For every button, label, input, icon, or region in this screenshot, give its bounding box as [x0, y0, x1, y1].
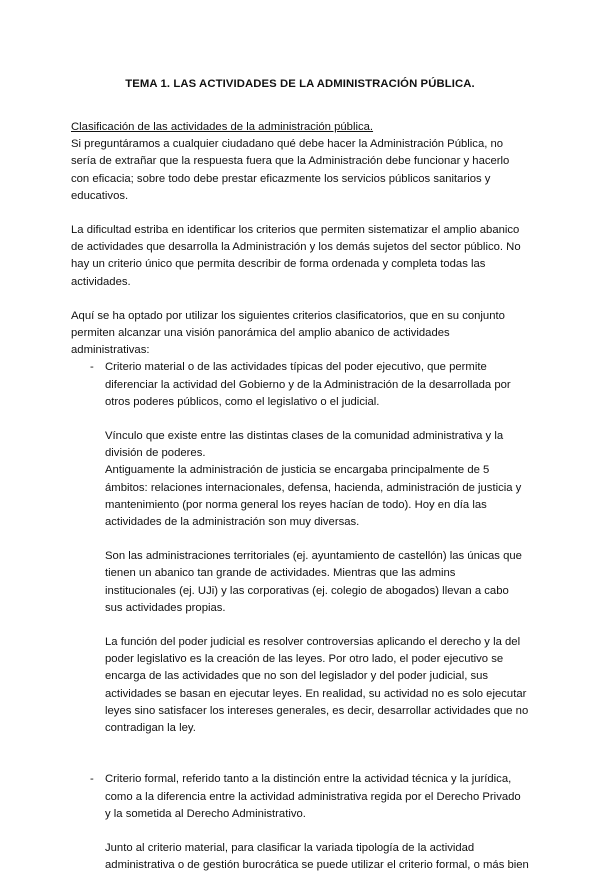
paragraph-difficulty: La dificultad estriba en identificar los criterios que permiten sistematizar el amplio abanico de actividades que desarrolla la Administración y los demás sujetos del sector público. No hay un criterio único que permita describir de forma ordenada y completa todas las actividades.: [71, 224, 521, 288]
list-item-text: Criterio formal, referido tanto a la distinción entre la actividad técnica y la jurídica, como a la diferencia entre la actividad administrativa regida por el Derecho Privado y la sometida al Derecho Administrativo.: [105, 773, 521, 820]
list-dash: -: [90, 361, 94, 374]
list-item-text: Criterio material o de las actividades típicas del poder ejecutivo, que permite diferenciar la actividad del Gobierno y de la Administración de la desarrollada por otros poderes públicos, como el legislativo o el judicial.: [105, 361, 511, 408]
section-heading: Clasificación de las actividades de la administración pública.: [71, 121, 374, 133]
document-title: TEMA 1. LAS ACTIVIDADES DE LA ADMINISTRACIÓN PÚBLICA.: [125, 78, 475, 90]
paragraph-intro: Si preguntáramos a cualquier ciudadano qué debe hacer la Administración Pública, no sería de extrañar que la respuesta fuera que la Administración debe funcionar y hacerlo con eficacia; sobre todo debe prestar eficazmente los servicios públicos sanitarios y educativos.: [71, 138, 510, 202]
sub-paragraph: Junto al criterio material, para clasificar la variada tipología de la actividad administrativa o de gestión burocrática se puede utilizar el criterio formal, o más bien: [105, 841, 529, 872]
list-item-formal: [71, 771, 529, 874]
document-body: [71, 119, 529, 874]
sub-paragraph: Antiguamente la administración de justicia se encargaba principalmente de 5 ámbitos: relaciones internacionales, defensa, hacienda, administración de justicia y mantenimiento (por norma general los reyes hacían de todo). Hoy en día las actividades de la administración son muy diversas.: [105, 464, 522, 529]
paragraph-criteria: Aquí se ha optado por utilizar los siguientes criterios clasificatorios, que en su conjunto permiten alcanzar una visión panorámica del amplio abanico de actividades administrativas:: [71, 309, 505, 357]
sub-paragraph: Son las administraciones territoriales (ej. ayuntamiento de castellón) las únicas que tienen un abanico tan grande de actividades. Mientras que las admins institucionales (ej. UJi) y las corporativas (ej. colegio de abogados) llevan a cabo sus actividades propias.: [105, 550, 522, 614]
sub-paragraph: La función del poder judicial es resolver controversias aplicando el derecho y la del poder legislativo es la creación de las leyes. Por otro lado, el poder ejecutivo se encarga de las actividades que no son del legislador y del poder judicial, sus actividades se basan en ejecutar leyes. En realidad, su actividad no es solo ejecutar leyes sino satisfacer los intereses generales, es decir, desarrollar actividades que no contradigan la ley.: [105, 636, 529, 735]
spacer: [71, 737, 529, 771]
sub-paragraph: Vínculo que existe entre las distintas clases de la comunidad administrativa y la división de poderes.: [105, 430, 504, 460]
list-dash: -: [90, 773, 94, 786]
list-item-material: [71, 359, 529, 737]
